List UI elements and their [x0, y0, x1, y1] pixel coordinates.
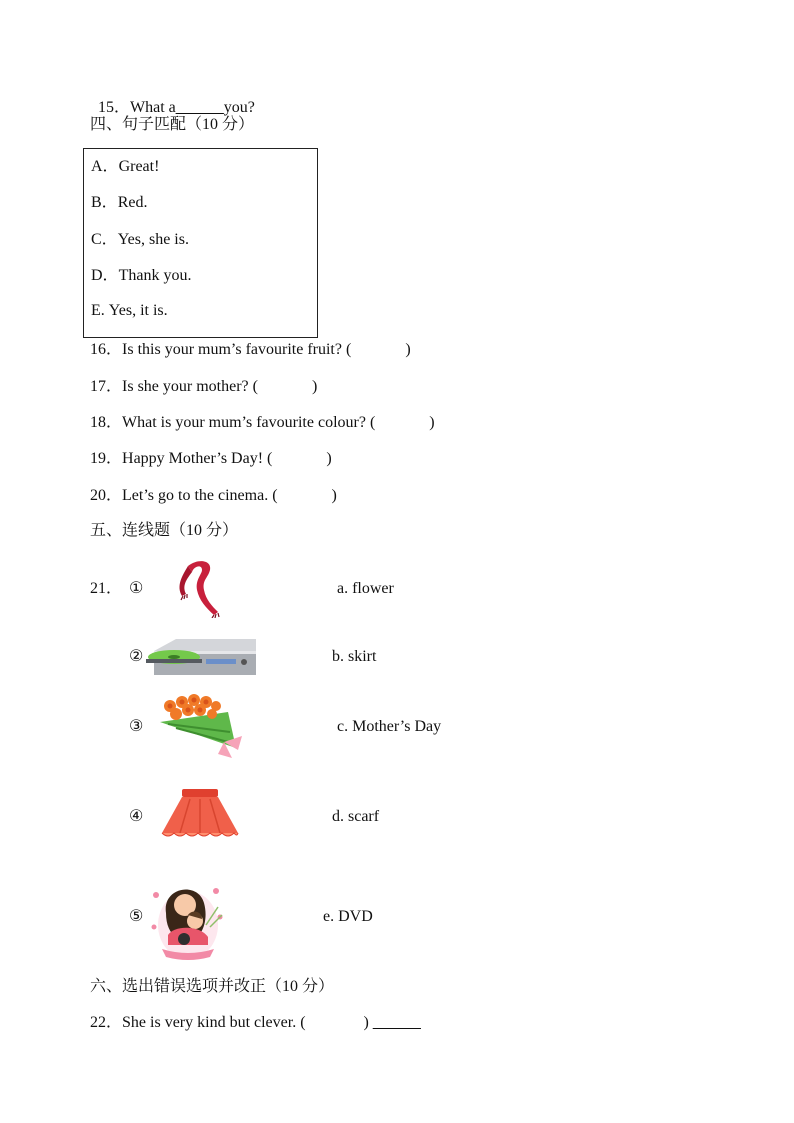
question-text: Happy Mother’s Day! ( [122, 450, 273, 467]
word-e: e. DVD [323, 908, 373, 925]
marker-4: ④ [129, 808, 144, 825]
option-d [91, 266, 191, 286]
option-text: Yes, it is. [108, 302, 168, 319]
question-19 [90, 449, 332, 469]
question-20 [90, 486, 337, 506]
option-b [91, 193, 147, 213]
question-text: Is she your mother? ( [122, 378, 258, 395]
question-number: 16． [90, 341, 123, 358]
option-text: Great! [118, 158, 160, 175]
word-d: d. scarf [332, 808, 380, 825]
flower-bouquet-icon[interactable] [158, 692, 244, 760]
bracket-close: ) [311, 378, 318, 395]
option-letter: E. [91, 302, 105, 319]
option-letter: B． [91, 194, 118, 211]
mother-child-icon[interactable] [148, 877, 226, 963]
marker-2: ② [129, 648, 144, 665]
question-number: 18． [90, 414, 123, 431]
option-letter: D． [91, 267, 119, 284]
option-letter: C． [91, 231, 118, 248]
answer-blank[interactable]: ______ [175, 99, 224, 116]
option-text: Thank you. [118, 267, 192, 284]
question-text: Let’s go to the cinema. ( [122, 487, 278, 504]
question-15 [90, 78, 255, 118]
option-letter: A． [91, 158, 119, 175]
question-17 [90, 377, 317, 397]
section-title: 五、连线题（10 分） [90, 522, 239, 539]
question-number: 15． [98, 99, 131, 116]
skirt-icon[interactable] [160, 787, 240, 839]
bracket-close: ) [331, 487, 337, 504]
bracket-close: ) [363, 1014, 369, 1031]
marker-3: ③ [129, 718, 144, 735]
scarf-icon[interactable] [172, 558, 228, 618]
question-text: you? [223, 99, 255, 116]
question-18 [90, 413, 435, 433]
question-number: 21． [90, 580, 123, 597]
option-a [91, 157, 159, 177]
question-number: 19． [90, 450, 123, 467]
option-text: Yes, she is. [117, 231, 189, 248]
dvd-player-icon[interactable] [146, 637, 256, 677]
word-c: c. Mother’s Day [337, 718, 442, 735]
marker-5: ⑤ [129, 908, 144, 925]
word-a: a. flower [337, 580, 394, 597]
bracket-close: ) [429, 414, 435, 431]
question-text: What a [130, 99, 176, 116]
correction-blank[interactable]: ______ [372, 1014, 421, 1031]
option-c [91, 230, 189, 250]
bracket-close: ) [326, 450, 332, 467]
question-text: What is your mum’s favourite colour? ( [122, 414, 376, 431]
question-text: She is very kind but clever. ( [122, 1014, 306, 1031]
question-text: Is this your mum’s favourite fruit? ( [122, 341, 352, 358]
question-22 [90, 1013, 421, 1033]
word-b: b. skirt [332, 648, 377, 665]
option-e [91, 301, 168, 321]
question-16 [90, 340, 411, 360]
section-title: 四、句子匹配（10 分） [90, 116, 255, 133]
marker-1: ① [129, 580, 144, 597]
bracket-close: ) [405, 341, 411, 358]
question-number: 22． [90, 1014, 123, 1031]
question-number: 20． [90, 487, 123, 504]
section-title: 六、选出错误选项并改正（10 分） [90, 978, 335, 995]
question-number: 17． [90, 378, 123, 395]
option-text: Red. [117, 194, 148, 211]
